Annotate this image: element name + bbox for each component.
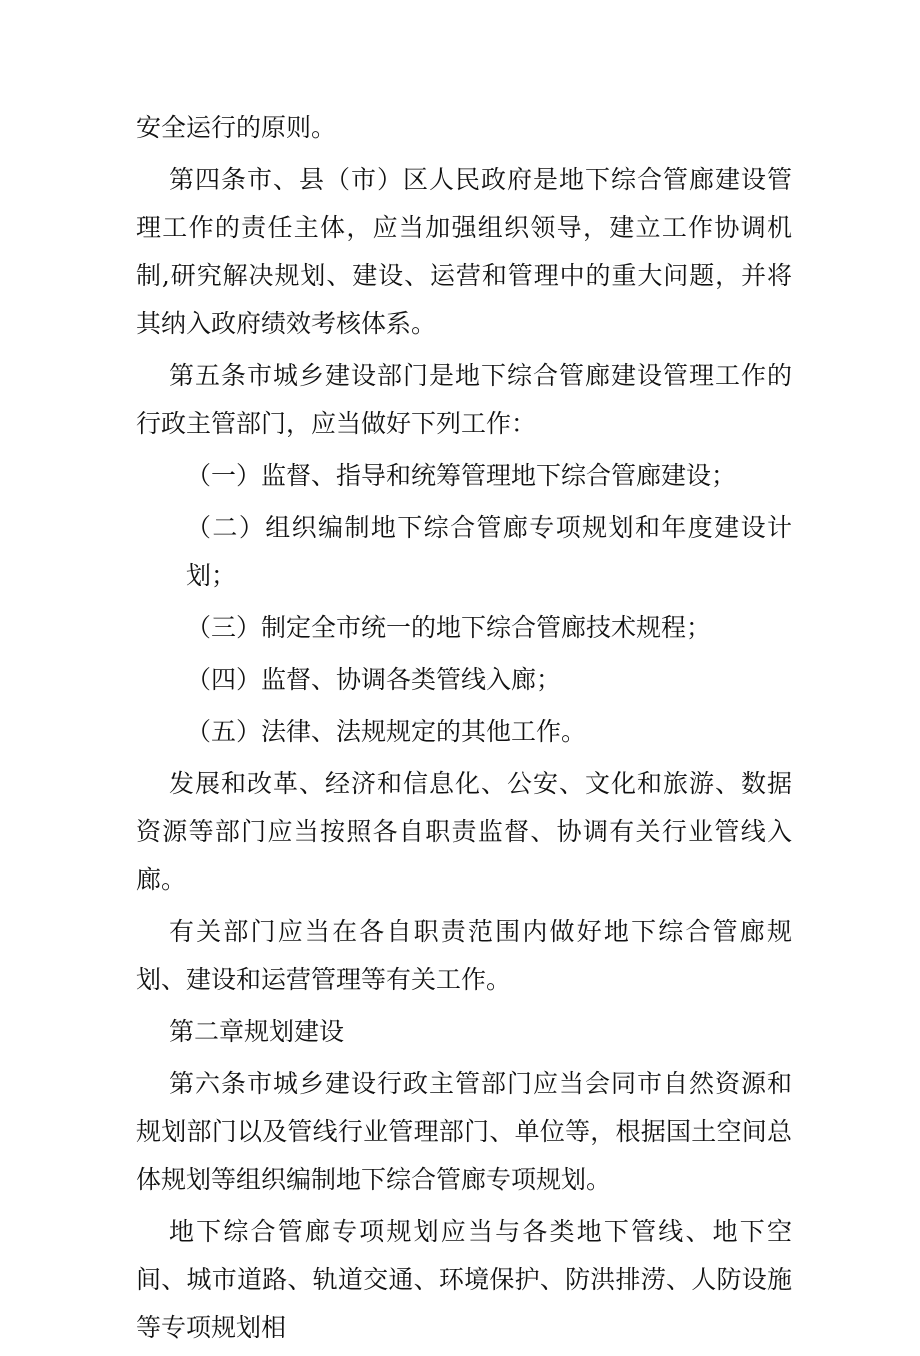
list-item-2: （二）组织编制地下综合管廊专项规划和年度建设计划； xyxy=(186,513,792,590)
list-item-1: （一）监督、指导和统筹管理地下综合管廊建设； xyxy=(186,461,737,490)
paragraph-continuation: 安全运行的原则。 xyxy=(136,113,337,142)
list-item-3: （三）制定全市统一的地下综合管廊技术规程； xyxy=(186,613,712,642)
chapter-heading: 第二章规划建设 xyxy=(169,1017,345,1046)
list-item-5: （五）法律、法规规定的其他工作。 xyxy=(186,717,587,746)
paragraph-departments: 发展和改革、经济和信息化、公安、文化和旅游、数据资源等部门应当按照各自职责监督、协调有关行业管线入廊。 xyxy=(136,769,792,894)
paragraph-related-departments: 有关部门应当在各自职责范围内做好地下综合管廊规划、建设和运营管理等有关工作。 xyxy=(136,917,792,994)
list-item-4: （四）监督、协调各类管线入廊； xyxy=(186,665,562,694)
paragraph-special-plan: 地下综合管廊专项规划应当与各类地下管线、地下空间、城市道路、轨道交通、环境保护、防洪排涝、人防设施等专项规划相 xyxy=(136,1217,792,1342)
paragraph-article-4: 第四条市、县（市）区人民政府是地下综合管廊建设管理工作的责任主体，应当加强组织领导，建立工作协调机制,研究解决规划、建设、运营和管理中的重大问题，并将其纳入政府绩效考核体系。 xyxy=(136,165,792,338)
paragraph-article-6: 第六条市城乡建设行政主管部门应当会同市自然资源和规划部门以及管线行业管理部门、单位等，根据国土空间总体规划等组织编制地下综合管廊专项规划。 xyxy=(136,1069,792,1194)
paragraph-article-5: 第五条市城乡建设部门是地下综合管廊建设管理工作的行政主管部门，应当做好下列工作： xyxy=(136,361,792,438)
document-body xyxy=(136,104,792,1356)
